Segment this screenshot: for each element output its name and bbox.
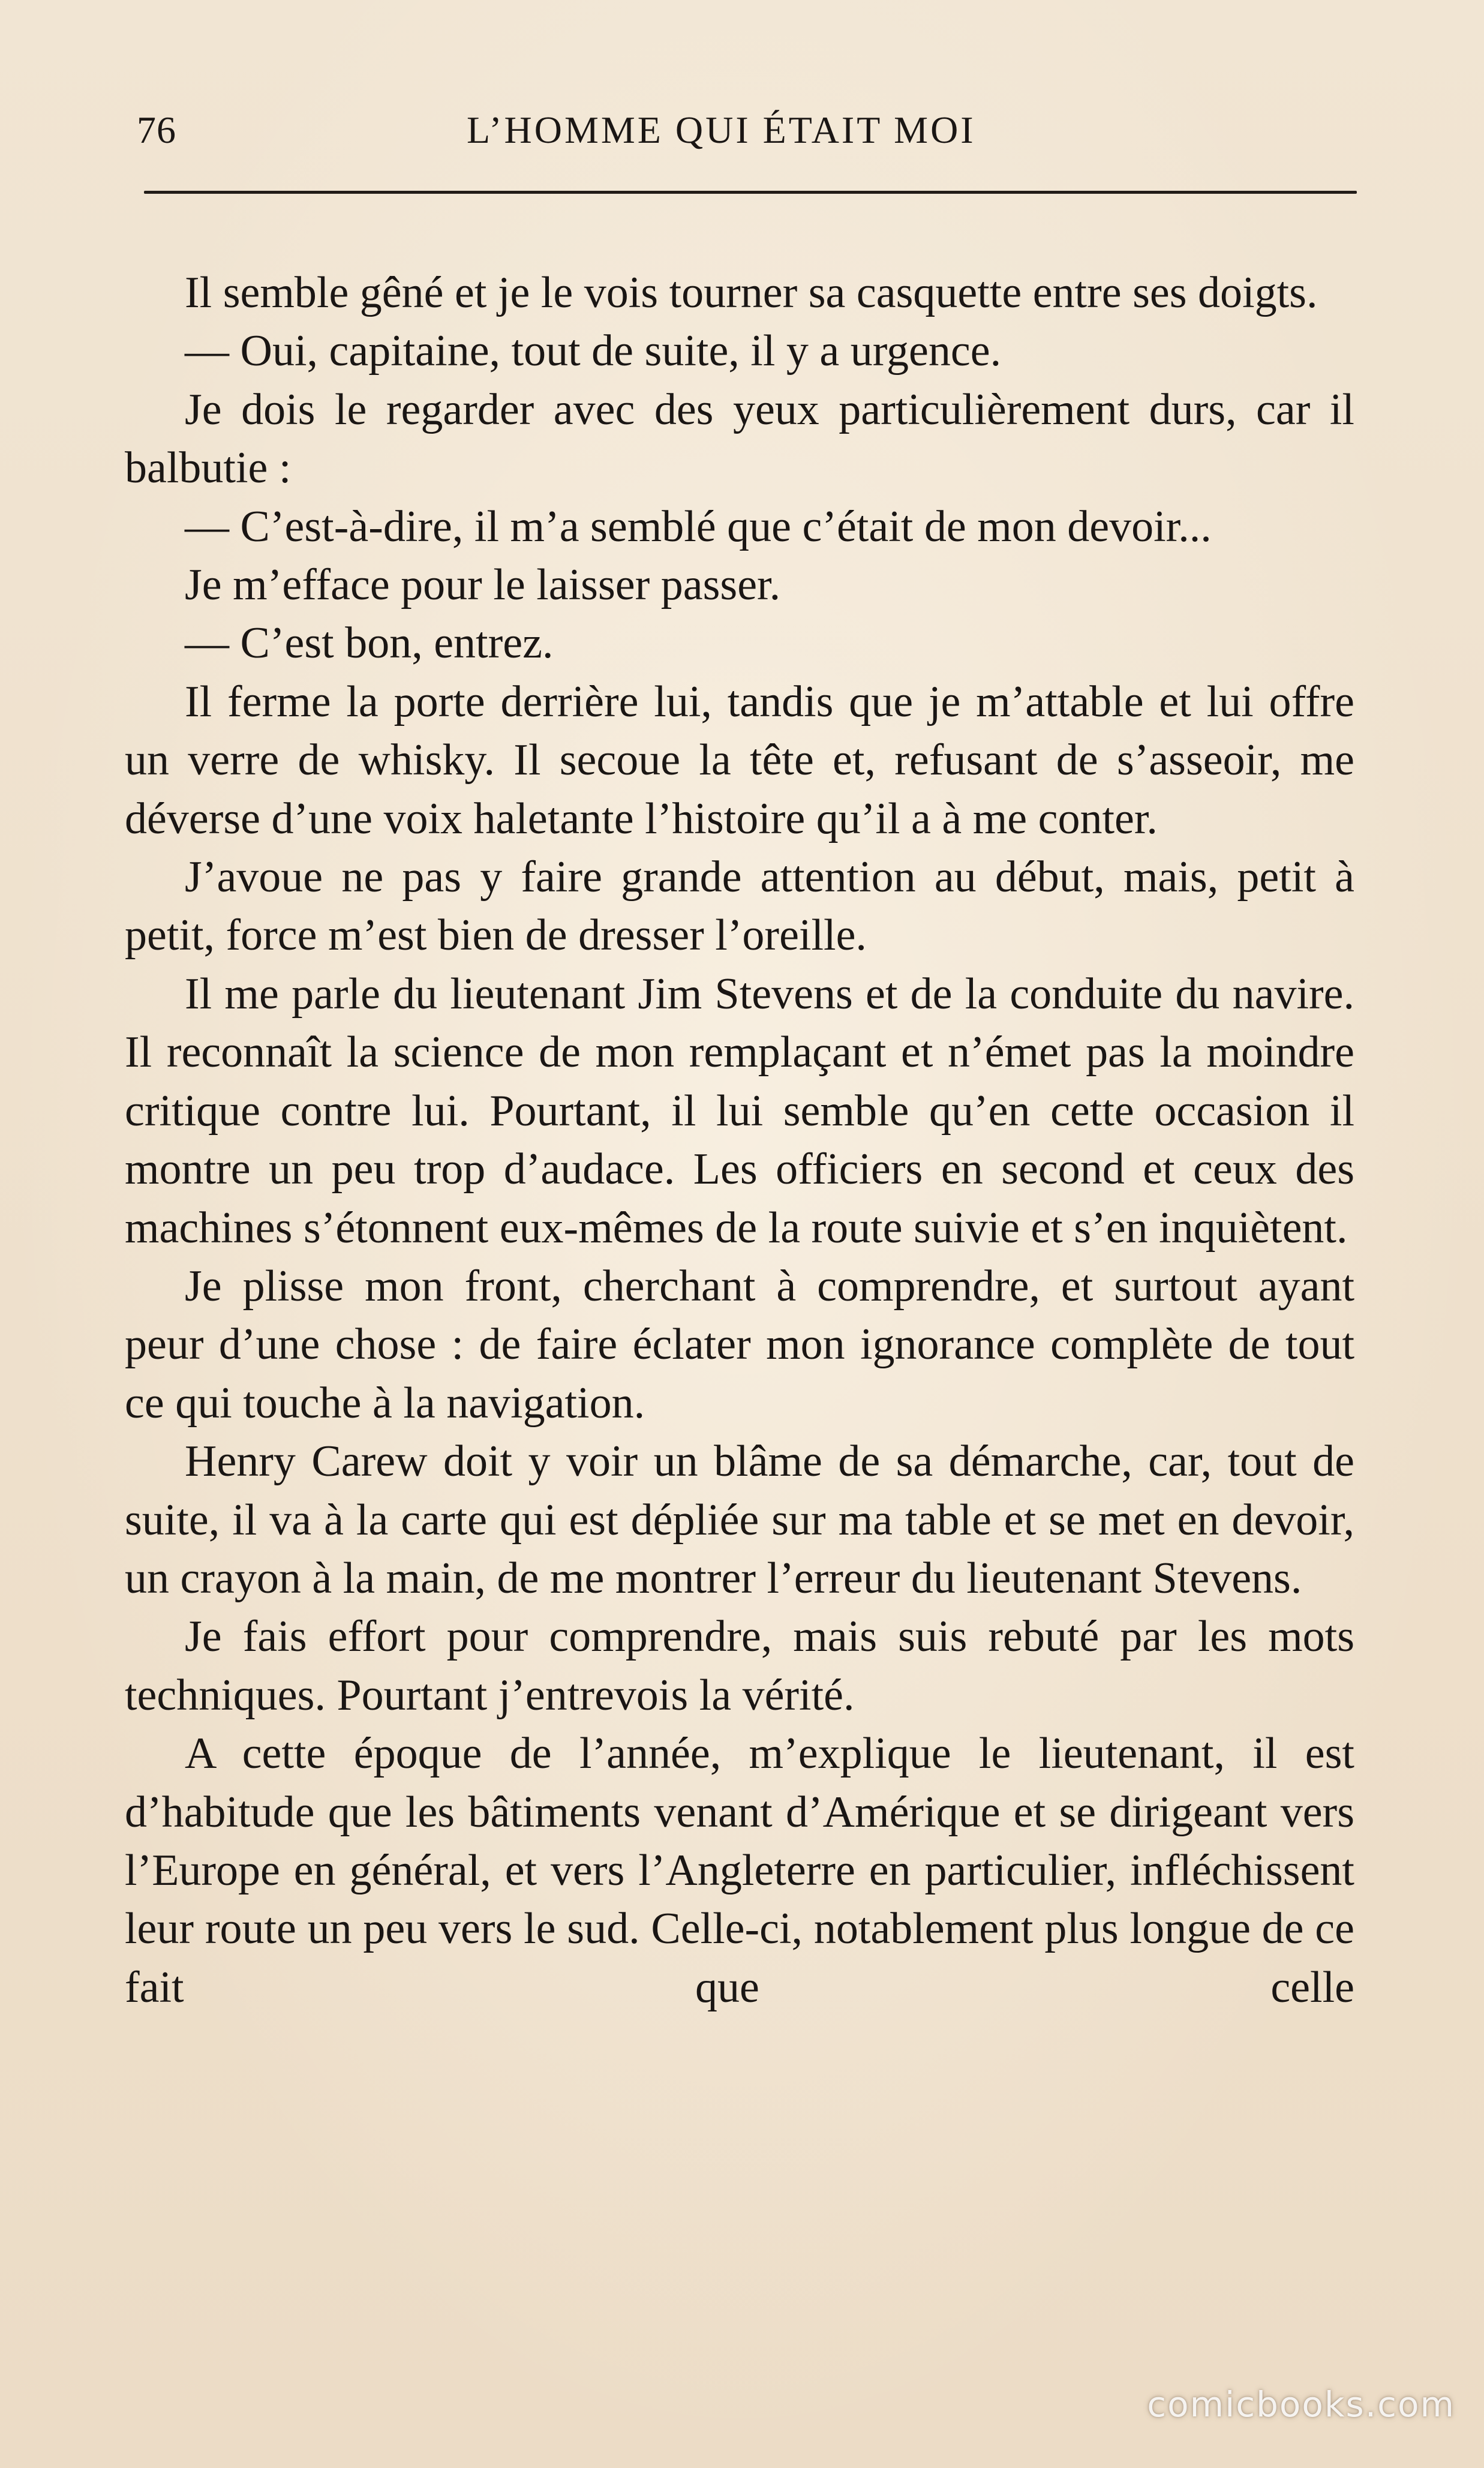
page-header [137,103,1330,157]
paragraph: — Oui, capitaine, tout de suite, il y a urgence. [185,326,1002,376]
page-number: 76 [137,109,176,151]
paragraph: — C’est bon, entrez. [185,618,554,668]
paragraph: A cette époque de l’année, m’explique le lieutenant, il est d’habitude que les bâtiments venant d’Amérique et se dirigeant vers l’Europe en général, et vers l’Angleterre en particulier, infléchissent leur route un peu vers le sud. Celle-ci, notablement plus longue de ce fait que celle [125,1729,1354,2012]
running-title: L’HOMME QUI ÉTAIT MOI [467,109,976,151]
paragraph: Il semble gêné et je le vois tourner sa casquette entre ses doigts. [185,268,1318,317]
paragraph: Il me parle du lieutenant Jim Stevens et de la conduite du navire. Il reconnaît la science de mon remplaçant et n’émet pas la moindre critique contre lui. Pourtant, il lui semble qu’en cette occasion il montre un peu trop d’audace. Les officiers en second et ceux des machines s’étonnent eux-mêmes de la route suivie et s’en inquiètent. [125,969,1354,1253]
paragraph: Je plisse mon front, cherchant à comprendre, et surtout ayant peur d’une chose : de faire éclater mon ignorance complète de tout ce qui touche à la navigation. [125,1261,1354,1428]
paragraph: Je dois le regarder avec des yeux particulièrement durs, car il balbutie : [125,385,1354,493]
paragraph: Je fais effort pour comprendre, mais suis rebuté par les mots techniques. Pourtant j’entrevois la vérité. [125,1612,1354,1720]
body-text [125,264,1354,2017]
paragraph: J’avoue ne pas y faire grande attention au début, mais, petit à petit, force m’est bien de dresser l’oreille. [125,852,1354,960]
paragraph: — C’est-à-dire, il m’a semblé que c’était de mon devoir... [185,502,1212,551]
header-rule [144,191,1357,194]
paragraph: Je m’efface pour le laisser passer. [185,560,781,610]
paragraph: Henry Carew doit y voir un blâme de sa démarche, car, tout de suite, il va à la carte qui est dépliée sur ma table et se met en devoir, un crayon à la main, de me montrer l’erreur du lieutenant Stevens. [125,1437,1354,1603]
paragraph: Il ferme la porte derrière lui, tandis que je m’attable et lui offre un verre de whisky. Il secoue la tête et, refusant de s’asseoir, me déverse d’une voix haletante l’histoire qu’il a à me conter. [125,677,1354,843]
watermark: comicbooks.com [1147,2384,1455,2425]
